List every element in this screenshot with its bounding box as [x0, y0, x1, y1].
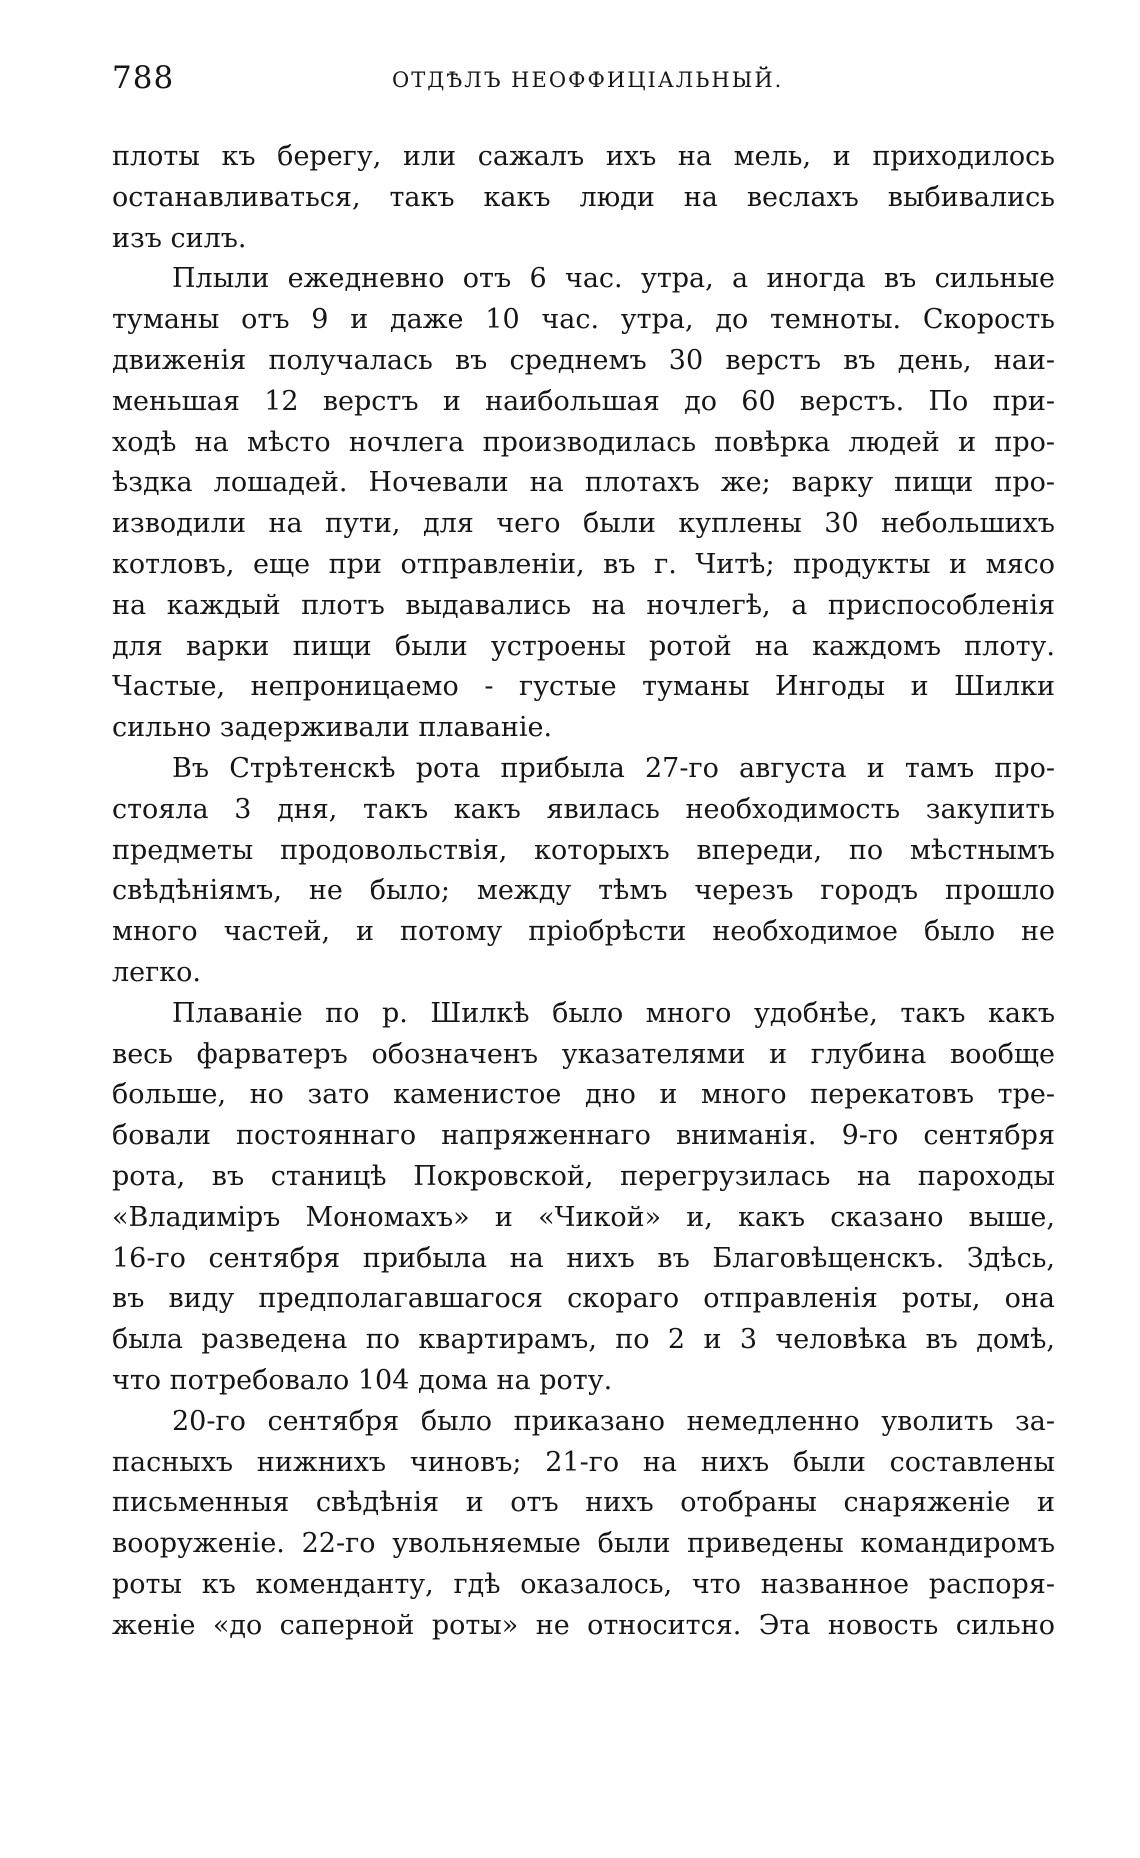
- text-line: Плаваніе по р. Шилкѣ было много удобнѣе, такъ какъ: [172, 997, 1055, 1029]
- text-line: рота, въ станицѣ Покровской, перегрузилась на пароходы: [112, 1160, 1055, 1192]
- text-line: письменныя свѣдѣнія и отъ нихъ отобраны снаряженіе и: [112, 1487, 1055, 1519]
- text-line: была разведена по квартирамъ, по 2 и 3 человѣка въ домѣ,: [112, 1324, 1055, 1356]
- text-line: бовали постояннаго напряженнаго вниманія. 9-го сентября: [112, 1120, 1055, 1152]
- text-line: много частей, и потому пріобрѣсти необходимое было не: [112, 916, 1055, 948]
- paragraph: [112, 137, 1055, 259]
- text-line: свѣдѣніямъ, не было; между тѣмъ черезъ городъ прошло: [112, 875, 1055, 907]
- body-text: [112, 137, 1055, 1646]
- text-line: вооруженіе. 22-го увольняемые были приведены командиромъ: [112, 1528, 1055, 1560]
- text-line: 20-го сентября было приказано немедленно уволить за-: [172, 1405, 1055, 1437]
- text-line: легко.: [112, 956, 201, 988]
- text-line: весь фарватеръ обозначенъ указателями и глубина вообще: [112, 1038, 1055, 1070]
- text-line: ходѣ на мѣсто ночлега производилась повѣрка людей и про-: [112, 426, 1055, 458]
- page-number: 788: [112, 60, 175, 96]
- text-line: на каждый плотъ выдавались на ночлегѣ, а приспособленія: [112, 589, 1055, 621]
- text-line: женіе «до саперной роты» не относится. Эта новость сильно: [112, 1609, 1055, 1641]
- text-line: сильно задерживали плаваніе.: [112, 712, 553, 744]
- text-line: плоты къ берегу, или сажалъ ихъ на мель, и приходилось: [112, 141, 1055, 172]
- paragraph: [112, 749, 1055, 994]
- page-header: [112, 58, 1055, 108]
- text-line: Частые, непроницаемо - густые туманы Ингоды и Шилки: [112, 671, 1055, 703]
- text-line: Плыли ежедневно отъ 6 час. утра, а иногда въ сильные: [172, 263, 1055, 295]
- text-line: изводили на пути, для чего были куплены 30 небольшихъ: [112, 508, 1055, 540]
- text-line: роты къ коменданту, гдѣ оказалось, что названное распоря-: [112, 1568, 1055, 1600]
- text-line: «Владиміръ Мономахъ» и «Чикой» и, какъ сказано выше,: [112, 1201, 1055, 1233]
- text-line: Въ Стрѣтенскѣ рота прибыла 27-го августа и тамъ про-: [172, 752, 1055, 784]
- text-line: что потребовало 104 дома на роту.: [112, 1364, 613, 1396]
- text-line: стояла 3 дня, такъ какъ явилась необходимость закупить: [112, 793, 1055, 825]
- text-line: движенія получалась въ среднемъ 30 верстъ въ день, наи-: [112, 344, 1055, 376]
- running-title: ОТДѢЛЪ НЕОФФИЦІАЛЬНЫЙ.: [392, 68, 784, 92]
- document-page: [112, 58, 1055, 1646]
- paragraph: [112, 994, 1055, 1402]
- text-line: изъ силъ.: [112, 222, 247, 254]
- text-line: больше, но зато каменистое дно и много перекатовъ тре-: [112, 1079, 1055, 1111]
- text-line: котловъ, еще при отправленіи, въ г. Читѣ; продукты и мясо: [112, 548, 1055, 580]
- text-line: останавливаться, такъ какъ люди на веслахъ выбивались: [112, 181, 1055, 213]
- paragraph: [112, 1402, 1055, 1647]
- text-line: для варки пищи были устроены ротой на каждомъ плоту.: [112, 630, 1055, 662]
- text-line: туманы отъ 9 и даже 10 час. утра, до темноты. Скорость: [112, 304, 1055, 336]
- text-line: ѣздка лошадей. Ночевали на плотахъ же; варку пищи про-: [112, 467, 1055, 499]
- text-line: 16-го сентября прибыла на нихъ въ Благовѣщенскъ. Здѣсь,: [112, 1242, 1055, 1274]
- text-line: въ виду предполагавшагося скораго отправленія роты, она: [112, 1283, 1055, 1315]
- paragraph: [112, 259, 1055, 749]
- text-line: предметы продовольствія, которыхъ впереди, по мѣстнымъ: [112, 834, 1055, 866]
- text-line: пасныхъ нижнихъ чиновъ; 21-го на нихъ были составлены: [112, 1446, 1055, 1478]
- text-line: меньшая 12 верстъ и наибольшая до 60 верстъ. По при-: [112, 385, 1055, 417]
